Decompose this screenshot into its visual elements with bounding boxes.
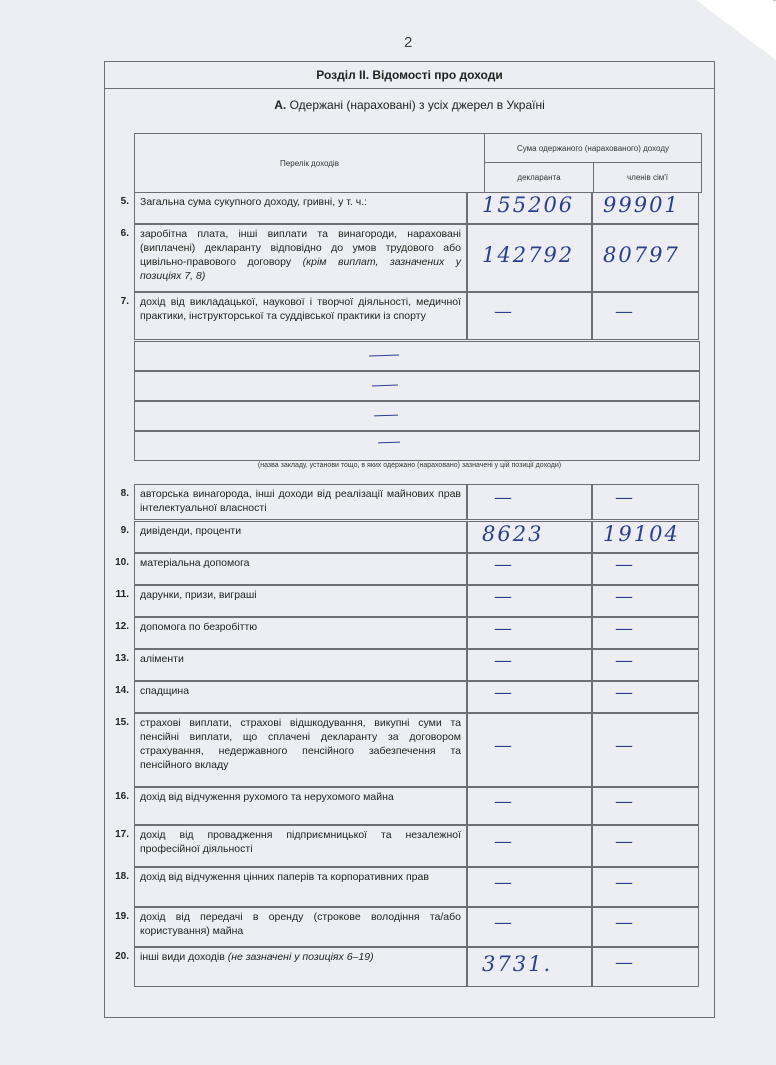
row-number: 9.	[120, 525, 129, 536]
declarant-value: —	[494, 487, 514, 508]
row-number: 10.	[115, 557, 129, 568]
subsection-text: Одержані (нараховані) з усіх джерел в Україні	[289, 98, 545, 112]
row-description	[134, 192, 467, 224]
family-income-cell	[592, 521, 699, 553]
declarant-income-cell	[467, 192, 592, 224]
declarant-income-cell	[467, 713, 592, 787]
family-value: —	[615, 831, 635, 852]
declarant-income-cell	[467, 484, 592, 520]
family-income-cell	[592, 649, 699, 681]
declarant-value: —	[494, 301, 514, 322]
header-declarant: декларанта	[484, 162, 594, 193]
declarant-value: —	[494, 554, 514, 575]
row-text: дохід від відчуження цінних паперів та корпоративних прав	[140, 871, 429, 883]
family-value: —	[615, 735, 635, 756]
row-description	[134, 947, 467, 987]
row-text: дохід від викладацької, наукової і творчої діяльності, медичної практики, інструкторської та суддівської практики із спорту	[140, 296, 461, 322]
subsection-letter: А.	[274, 98, 287, 112]
declarant-income-cell	[467, 907, 592, 947]
family-income-cell	[592, 292, 699, 340]
income-row	[105, 787, 714, 825]
declarant-income-cell	[467, 224, 592, 292]
family-income-cell	[592, 787, 699, 825]
declarant-value: —	[494, 682, 514, 703]
row-description	[134, 649, 467, 681]
family-income-cell	[592, 617, 699, 649]
declarant-value: —	[494, 650, 514, 671]
row-description	[134, 787, 467, 825]
row-number: 19.	[115, 911, 129, 922]
row-description	[134, 521, 467, 553]
income-row	[105, 617, 714, 649]
row-note: (крім виплат, зазначених у позиціях 7, 8)	[140, 256, 462, 282]
row-description	[134, 867, 467, 907]
declarant-income-cell	[467, 553, 592, 585]
row-text: дохід від провадження підприємницької та незалежної професійної діяльності	[140, 829, 461, 855]
family-income-cell	[592, 484, 699, 520]
row-description	[134, 825, 467, 867]
row-text: інші види доходів	[140, 951, 228, 963]
declarant-value: 3731.	[482, 952, 553, 976]
page-number: 2	[404, 34, 413, 51]
row-description	[134, 484, 467, 520]
row-number: 13.	[115, 653, 129, 664]
row-description	[134, 907, 467, 947]
family-value: —	[615, 301, 635, 322]
row-description	[134, 681, 467, 713]
income-row	[105, 649, 714, 681]
row-number: 12.	[115, 621, 129, 632]
declarant-value: —	[494, 791, 514, 812]
row-number: 20.	[115, 951, 129, 962]
family-value: —	[615, 586, 635, 607]
row-text: спадщина	[140, 685, 190, 697]
row-text: дохід від передачі в оренду (строкове володіння та/або користування) майна	[140, 911, 461, 937]
row-description	[134, 553, 467, 585]
family-income-cell	[592, 947, 699, 987]
institution-line	[134, 431, 700, 461]
declarant-value: 142792	[482, 243, 575, 267]
declarant-income-cell	[467, 681, 592, 713]
income-row	[105, 867, 714, 907]
income-row	[105, 681, 714, 713]
income-row	[105, 224, 714, 292]
declarant-value: —	[494, 831, 514, 852]
declarant-income-cell	[467, 825, 592, 867]
family-income-cell	[592, 907, 699, 947]
row-text: Загальна сума сукупного доходу, гривні, у т. ч.:	[140, 196, 368, 208]
folded-corner	[696, 0, 776, 60]
row-description	[134, 617, 467, 649]
family-income-cell	[592, 192, 699, 224]
row-number: 18.	[115, 871, 129, 882]
income-row	[105, 907, 714, 947]
income-section-frame	[104, 61, 715, 1018]
family-value: —	[615, 912, 635, 933]
institution-line	[134, 341, 700, 371]
row-number: 15.	[115, 717, 129, 728]
declarant-income-cell	[467, 867, 592, 907]
subsection-title	[105, 98, 714, 112]
family-value: —	[615, 682, 635, 703]
row-number: 16.	[115, 791, 129, 802]
row-text: дохід від відчуження рухомого та нерухомого майна	[140, 791, 394, 803]
family-value: —	[615, 791, 635, 812]
row-description	[134, 224, 467, 292]
row-text: страхові виплати, страхові відшкодування, викупні суми та пенсійні виплати, що сплачені декларанту за договором страхування, недержавного пенсійного забезпечення та пенсійного вкладу	[140, 717, 461, 771]
row-number: 17.	[115, 829, 129, 840]
family-income-cell	[592, 681, 699, 713]
row-number: 5.	[120, 196, 129, 207]
family-value: —	[615, 952, 635, 973]
declarant-income-cell	[467, 649, 592, 681]
institution-caption: (назва закладу, установи тощо, в яких одержано (нараховано) зазначені у цій позиції доходи)	[257, 462, 562, 469]
row-number: 8.	[120, 488, 129, 499]
row-number: 14.	[115, 685, 129, 696]
family-value: —	[615, 554, 635, 575]
family-value: —	[615, 650, 635, 671]
row-text: допомога по безробіттю	[140, 621, 258, 633]
family-value: 80797	[603, 243, 680, 267]
declarant-income-cell	[467, 585, 592, 617]
declarant-value: —	[494, 912, 514, 933]
header-family: членів сім'ї	[593, 162, 702, 193]
family-income-cell	[592, 867, 699, 907]
income-row	[105, 553, 714, 585]
institution-line	[134, 371, 700, 401]
row-text: дарунки, призи, виграші	[140, 589, 257, 601]
declarant-income-cell	[467, 947, 592, 987]
declarant-value: 8623	[482, 522, 544, 546]
family-value: 19104	[603, 522, 680, 546]
income-row	[105, 292, 714, 340]
institution-line	[134, 401, 700, 431]
family-income-cell	[592, 585, 699, 617]
section-title: Розділ ІІ. Відомості про доходи	[105, 62, 714, 89]
income-row	[105, 713, 714, 787]
row-text: заробітна плата, інші виплати та винагороди, нараховані (виплачені) декларанту відповідно до умов трудового або цивільно-правового договору	[140, 228, 461, 268]
declarant-value: —	[494, 872, 514, 893]
family-income-cell	[592, 713, 699, 787]
row-description	[134, 585, 467, 617]
family-value: 99901	[603, 193, 680, 217]
declarant-income-cell	[467, 521, 592, 553]
income-row	[105, 947, 714, 987]
family-value: —	[615, 487, 635, 508]
family-income-cell	[592, 825, 699, 867]
row-text: авторська винагорода, інші доходи від реалізації майнових прав інтелектуальної власності	[140, 488, 461, 514]
declarant-income-cell	[467, 292, 592, 340]
family-value: —	[615, 618, 635, 639]
income-row	[105, 521, 714, 553]
institution-lines	[134, 341, 700, 461]
income-row	[105, 585, 714, 617]
row-note: (не зазначені у позиціях 6–19)	[227, 951, 374, 963]
family-income-cell	[592, 224, 699, 292]
declarant-income-cell	[467, 787, 592, 825]
declarant-value: 155206	[482, 193, 575, 217]
income-row	[105, 192, 714, 224]
family-value: —	[615, 872, 635, 893]
declarant-value: —	[494, 586, 514, 607]
header-income-sum: Сума одержаного (нарахованого) доходу	[484, 133, 702, 163]
row-text: матеріальна допомога	[140, 557, 250, 569]
row-description	[134, 292, 467, 340]
row-text: аліменти	[140, 653, 184, 665]
declarant-value: —	[494, 735, 514, 756]
income-row	[105, 484, 714, 520]
row-number: 11.	[115, 589, 129, 600]
row-description	[134, 713, 467, 787]
header-income-list: Перелік доходів	[134, 133, 485, 193]
row-number: 6.	[120, 228, 129, 239]
row-text: дивіденди, проценти	[140, 525, 242, 537]
income-row	[105, 825, 714, 867]
declarant-value: —	[494, 618, 514, 639]
row-number: 7.	[120, 296, 129, 307]
declarant-income-cell	[467, 617, 592, 649]
family-income-cell	[592, 553, 699, 585]
